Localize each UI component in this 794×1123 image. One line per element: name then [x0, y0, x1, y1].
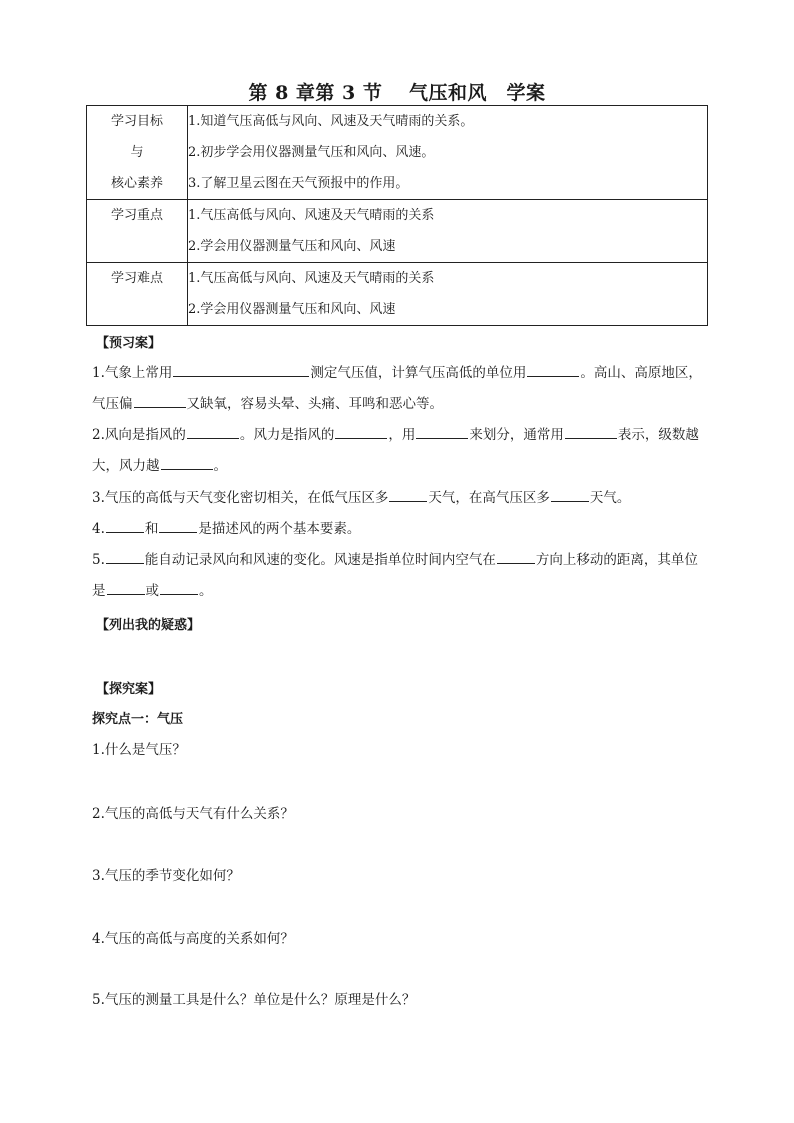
fill-blank[interactable] — [187, 423, 239, 439]
table-row — [87, 263, 708, 326]
preview-question-5: 5. 能自动记录风向和风速的变化。风速是指单位时间内空气在 方向上移动的距离，其单位是 或 。 — [92, 545, 708, 607]
explore-question-2: 2.气压的高低与天气有什么关系？ — [92, 806, 294, 822]
explore-point-1: 探究点一：气压 — [92, 712, 184, 727]
row-content-difficulties: 1.气压高低与风向、风速及天气晴雨的关系 2.学会用仪器测量气压和风向、风速 — [188, 263, 708, 326]
doubts-heading: 【列出我的疑惑】 — [96, 618, 201, 633]
fill-blank[interactable] — [134, 392, 186, 408]
fill-blank[interactable] — [107, 579, 145, 595]
fill-blank[interactable] — [159, 517, 197, 533]
fill-blank[interactable] — [565, 423, 617, 439]
fill-blank[interactable] — [551, 486, 589, 502]
explore-heading: 【探究案】 — [96, 682, 162, 697]
preview-question-3: 3.气压的高低与天气变化密切相关，在低气压区多 天气，在高气压区多 天气。 — [92, 483, 708, 514]
row-content-goals: 1.知道气压高低与风向、风速及天气晴雨的关系。 2.初步学会用仪器测量气压和风向、风速。 3.了解卫星云图在天气预报中的作用。 — [188, 106, 708, 200]
fill-blank[interactable] — [497, 548, 535, 564]
preview-question-1: 1.气象上常用 测定气压值，计算气压高低的单位用 。高山、高原地区，气压偏 又缺氧，容易头晕、头痛、耳鸣和恶心等。 — [92, 358, 708, 420]
preview-question-2: 2.风向是指风的 。风力是指风的 ，用 来划分，通常用 表示，级数越大，风力越 。 — [92, 420, 708, 482]
preview-question-4: 4. 和 是描述风的两个基本要素。 — [92, 514, 708, 545]
page-title: 第 8 章第 3 节 气压和风 学案 — [248, 82, 546, 104]
row-label-key-points: 学习重点 — [87, 200, 188, 263]
explore-question-5: 5.气压的测量工具是什么？单位是什么？原理是什么？ — [92, 992, 416, 1008]
fill-blank[interactable] — [106, 548, 144, 564]
preview-heading: 【预习案】 — [96, 336, 162, 351]
explore-question-4: 4.气压的高低与高度的关系如何？ — [92, 931, 294, 947]
fill-blank[interactable] — [161, 454, 213, 470]
fill-blank[interactable] — [335, 423, 387, 439]
row-label-difficulties: 学习难点 — [87, 263, 188, 326]
explore-question-1: 1.什么是气压？ — [92, 742, 186, 758]
table-row — [87, 200, 708, 263]
explore-question-3: 3.气压的季节变化如何？ — [92, 868, 240, 884]
row-content-key-points: 1.气压高低与风向、风速及天气晴雨的关系 2.学会用仪器测量气压和风向、风速 — [188, 200, 708, 263]
row-label-goals: 学习目标 与 核心素养 — [87, 106, 188, 200]
fill-blank[interactable] — [389, 486, 427, 502]
learning-goals-table — [86, 105, 708, 326]
fill-blank[interactable] — [527, 361, 579, 377]
fill-blank[interactable] — [416, 423, 468, 439]
fill-blank[interactable] — [106, 517, 144, 533]
table-row — [87, 106, 708, 200]
fill-blank[interactable] — [173, 361, 309, 377]
fill-blank[interactable] — [160, 579, 198, 595]
